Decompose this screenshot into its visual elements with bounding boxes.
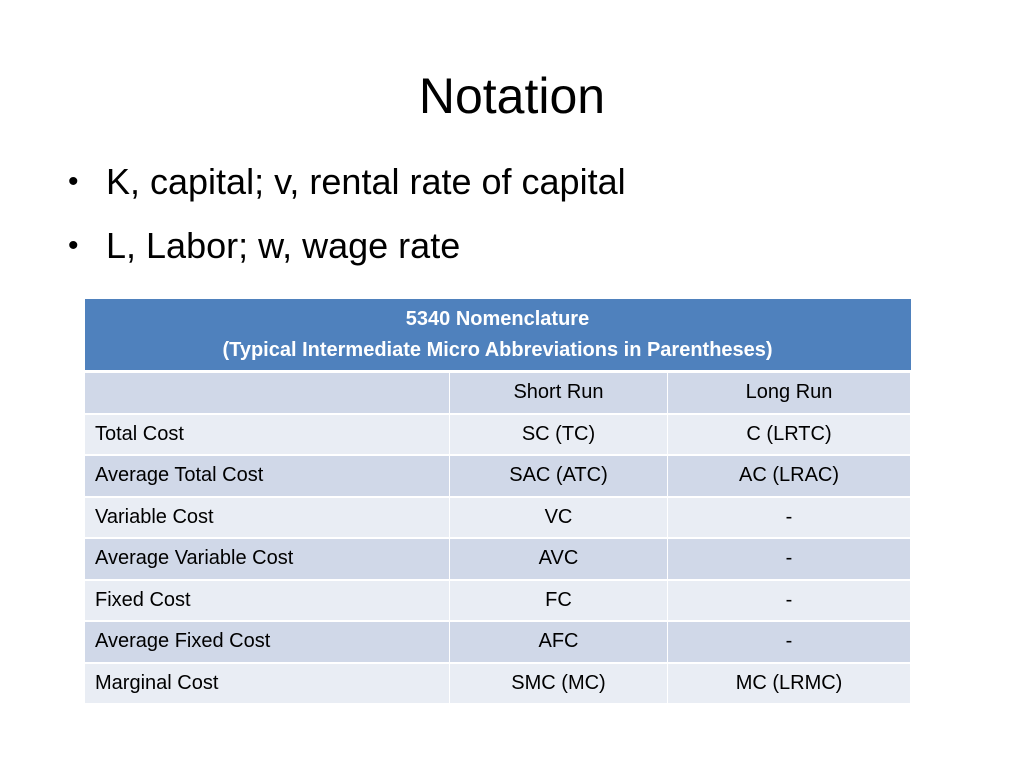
cost-name-cell: Variable Cost <box>85 497 450 539</box>
table-header-title: 5340 Nomenclature <box>405 307 590 330</box>
table-header <box>85 299 911 372</box>
table-row <box>85 621 911 663</box>
short-run-cell: VC <box>450 497 668 539</box>
bullet-marker: • <box>68 229 79 262</box>
long-run-cell: - <box>668 497 911 539</box>
short-run-cell: AFC <box>450 621 668 663</box>
cost-name-cell: Average Fixed Cost <box>85 621 450 663</box>
table-header-subtitle: (Typical Intermediate Micro Abbreviations in Parentheses) <box>222 338 773 361</box>
short-run-cell: SMC (MC) <box>450 663 668 704</box>
cost-name-cell: Fixed Cost <box>85 580 450 622</box>
long-run-cell: - <box>668 580 911 622</box>
short-run-cell: SAC (ATC) <box>450 455 668 497</box>
bullet-list <box>68 150 626 278</box>
long-run-cell: - <box>668 538 911 580</box>
bullet-item <box>68 150 626 214</box>
long-run-cell: MC (LRMC) <box>668 663 911 704</box>
short-run-cell: AVC <box>450 538 668 580</box>
table-row <box>85 538 911 580</box>
long-run-cell: C (LRTC) <box>668 414 911 456</box>
bullet-text: L, Labor; w, wage rate <box>106 225 461 266</box>
slide-title: Notation <box>418 68 606 124</box>
column-header-empty <box>85 372 450 414</box>
nomenclature-table <box>84 299 911 704</box>
long-run-cell: AC (LRAC) <box>668 455 911 497</box>
table-row <box>85 580 911 622</box>
nomenclature-table-container <box>84 299 910 704</box>
column-header-short-run: Short Run <box>450 372 668 414</box>
bullet-marker: • <box>68 165 79 198</box>
column-header-row <box>85 372 911 414</box>
table-row <box>85 663 911 704</box>
short-run-cell: SC (TC) <box>450 414 668 456</box>
table-row <box>85 497 911 539</box>
cost-name-cell: Marginal Cost <box>85 663 450 704</box>
table-row <box>85 455 911 497</box>
long-run-cell: - <box>668 621 911 663</box>
column-header-long-run: Long Run <box>668 372 911 414</box>
bullet-item <box>68 214 626 278</box>
table-row <box>85 414 911 456</box>
bullet-text: K, capital; v, rental rate of capital <box>106 161 626 202</box>
short-run-cell: FC <box>450 580 668 622</box>
cost-name-cell: Total Cost <box>85 414 450 456</box>
cost-name-cell: Average Total Cost <box>85 455 450 497</box>
cost-name-cell: Average Variable Cost <box>85 538 450 580</box>
